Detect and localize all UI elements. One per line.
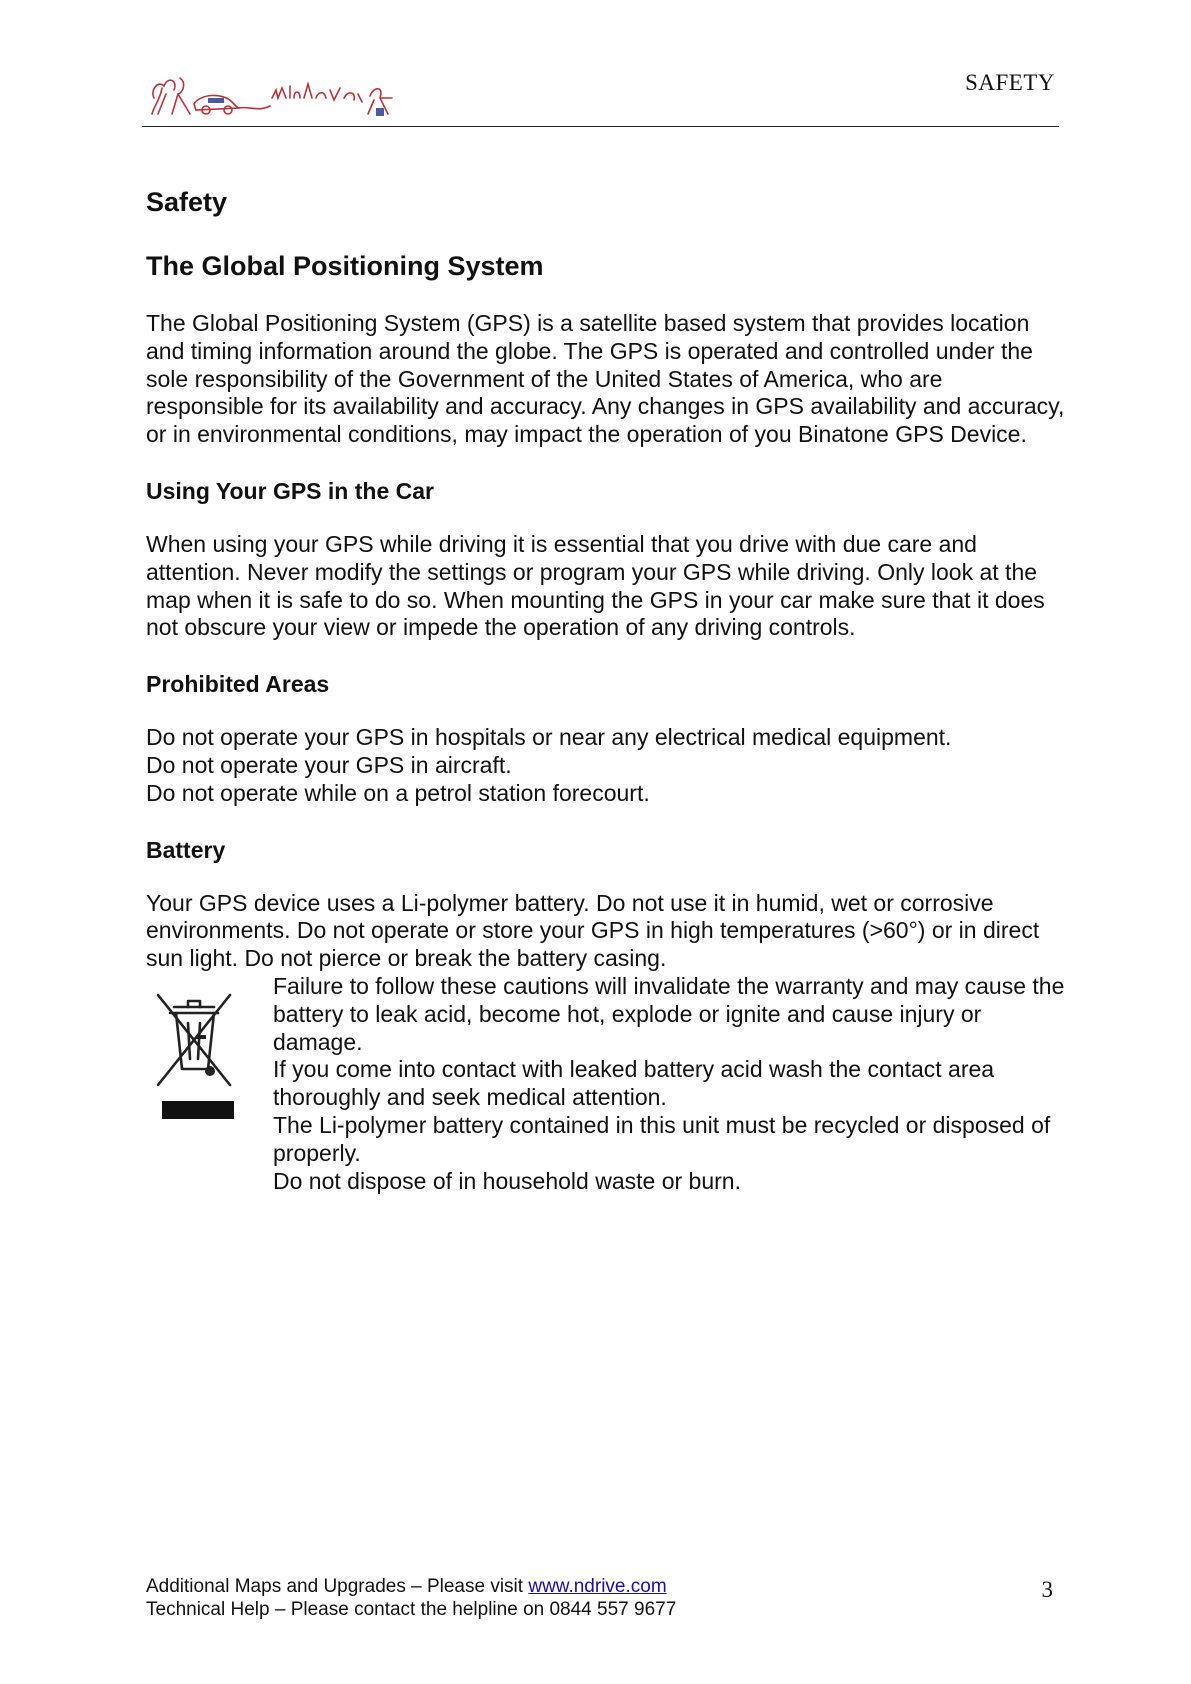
battery-warning: Do not dispose of in household waste or burn.	[273, 1167, 741, 1194]
footer-maps-line	[146, 1575, 676, 1598]
prohibited-heading: Prohibited Areas	[146, 671, 330, 698]
footer-maps-text: Additional Maps and Upgrades – Please visit	[146, 1576, 529, 1597]
footer	[146, 1575, 676, 1621]
battery-heading: Battery	[146, 836, 226, 863]
ndrive-link[interactable]: www.ndrive.com	[528, 1576, 667, 1597]
battery-paragraph: Your GPS device uses a Li-polymer battery. Do not use it in humid, wet or corrosive environments. Do not operate or store your GPS in high temperatures (>60°) or in direct sun light. Do not pierce or break the battery casing.	[146, 889, 1040, 972]
battery-warnings	[146, 973, 1066, 1195]
section-title: SAFETY	[965, 70, 1055, 95]
battery-warning: If you come into contact with leaked battery acid wash the contact area thoroughly and seek medical attention.	[273, 1056, 995, 1111]
document-body	[146, 182, 1066, 1195]
prohibited-line: Do not operate your GPS in aircraft.	[146, 751, 512, 778]
gps-heading: The Global Positioning System	[146, 251, 544, 281]
car-heading: Using Your GPS in the Car	[146, 477, 434, 504]
header-divider	[142, 126, 1059, 127]
battery-warning: The Li-polymer battery contained in this unit must be recycled or disposed of properly.	[273, 1111, 1051, 1166]
crossed-out-wheelie-bin-icon	[152, 987, 236, 1121]
battery-warning: Failure to follow these cautions will invalidate the warranty and may cause the battery to leak acid, become hot, explode or ignite and cause injury or damage.	[273, 972, 1065, 1055]
prohibited-line: Do not operate your GPS in hospitals or near any electrical medical equipment.	[146, 724, 952, 751]
prohibited-line: Do not operate while on a petrol station forecourt.	[146, 779, 650, 806]
gps-paragraph: The Global Positioning System (GPS) is a satellite based system that provides location and timing information around the globe. The GPS is operated and controlled under the sole responsibility of the Government of the United States of America, who are responsible for its availability and accuracy. Any changes in GPS availability and accuracy, or in environmental conditions, may impact the operation of you Binatone GPS Device.	[146, 310, 1065, 448]
car-paragraph: When using your GPS while driving it is essential that you drive with due care and attention. Never modify the settings or program your GPS while driving. Only look at the map when it is safe to do so. When mounting the GPS in your car make sure that it does not obscure your view or impede the operation of any driving controls.	[146, 530, 1045, 641]
page-title: Safety	[146, 187, 228, 217]
footer-help-line: Technical Help – Please contact the helpline on 0844 557 9677	[146, 1599, 677, 1620]
road-travel-logo-icon	[148, 68, 398, 120]
page-number: 3	[1041, 1577, 1053, 1602]
